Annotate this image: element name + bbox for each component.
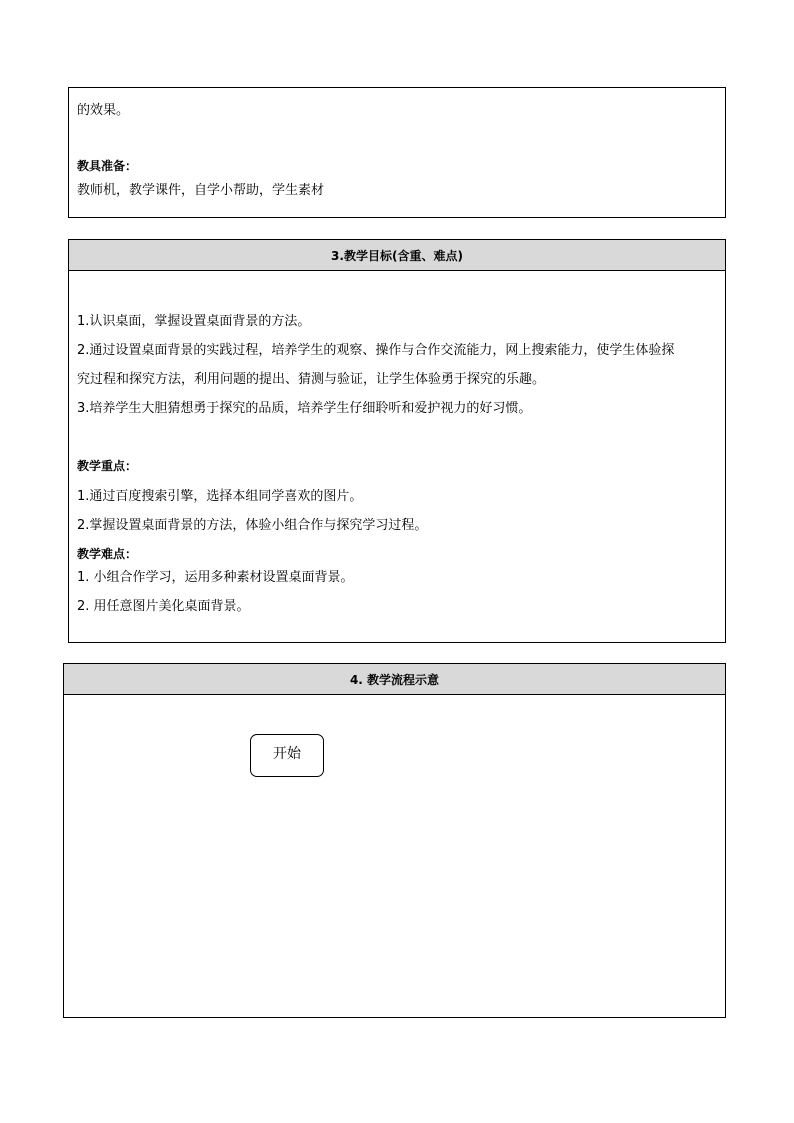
key-point-item: 1.通过百度搜索引擎，选择本组同学喜欢的图片。 [77,489,363,504]
tools-heading: 教具准备： [77,159,138,173]
goal-item: 2.通过设置桌面背景的实践过程，培养学生的观察、操作与合作交流能力，网上搜索能力，使学生体验探 [77,343,675,358]
teaching-flow-section [63,663,726,1018]
effect-text: 的效果。 [77,103,130,118]
key-point-item: 2.掌握设置桌面背景的方法，体验小组合作与探究学习过程。 [77,518,428,533]
key-points-heading: 教学重点： [77,459,138,473]
difficulty-item: 1. 小组合作学习，运用多种素材设置桌面背景。 [77,570,354,585]
difficulty-heading: 教学难点： [77,547,138,561]
goals-header [69,240,725,271]
difficulty-item: 2. 用任意图片美化桌面背景。 [77,599,250,614]
goal-item: 3.培养学生大胆猜想勇于探究的品质，培养学生仔细聆听和爱护视力的好习惯。 [77,401,532,416]
goals-header-text: 3.教学目标(含重、难点) [331,249,463,263]
flow-header-text: 4. 教学流程示意 [349,673,440,687]
tools-text: 教师机，教学课件，自学小帮助，学生素材 [77,183,325,198]
teaching-tools-section [68,87,726,218]
flow-start-node [250,734,324,777]
teaching-goals-section [68,239,726,643]
goal-item: 1.认识桌面，掌握设置桌面背景的方法。 [77,314,311,329]
flow-start-label: 开始 [273,746,301,762]
goal-item: 究过程和探究方法，利用问题的提出、猜测与验证，让学生体验勇于探究的乐趣。 [77,372,546,387]
flow-header [64,664,725,695]
